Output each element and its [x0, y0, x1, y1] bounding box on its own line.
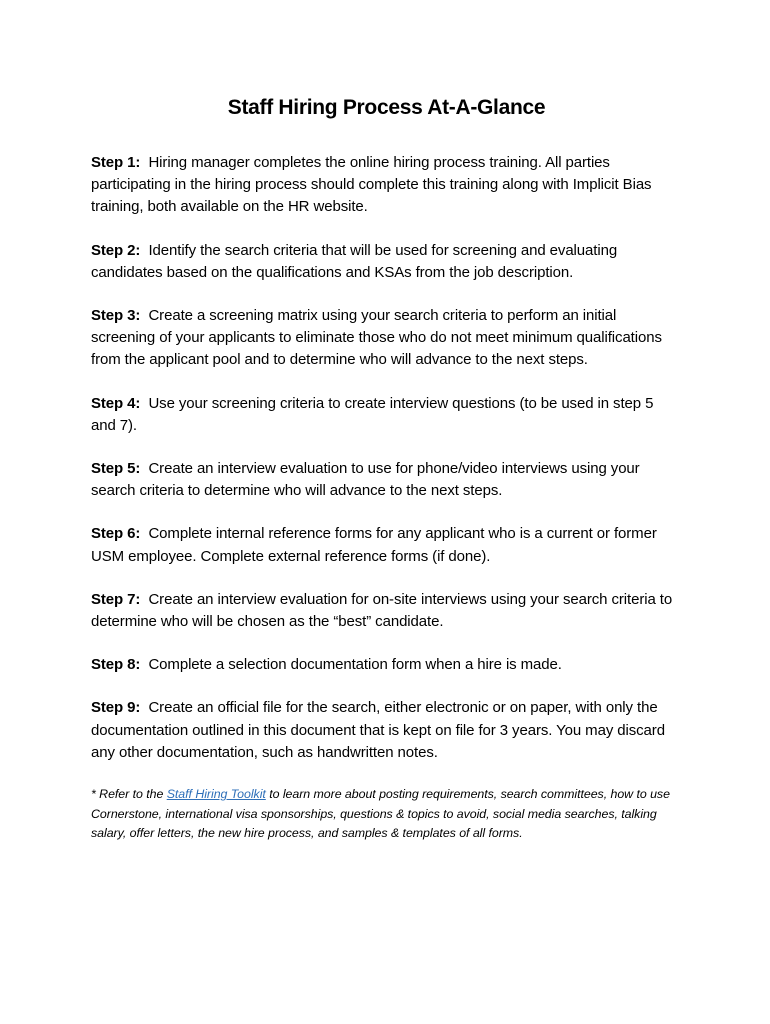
step-text: Create a screening matrix using your search criteria to perform an initial screening of your applicants to eliminate those who do not meet minimum qualifications from the applicant pool and to determine who will advance to the next steps. — [91, 307, 662, 369]
step-label: Step 3: — [91, 307, 141, 325]
step-label: Step 4: — [91, 394, 141, 412]
step-label: Step 7: — [91, 590, 141, 608]
step-label: Step 5: — [91, 460, 141, 478]
step-text: Create an interview evaluation for on-site interviews using your search criteria to determine who will be chosen as the “best” candidate. — [91, 590, 673, 631]
step-4 — [91, 393, 682, 437]
step-8 — [91, 654, 682, 676]
footnote — [91, 785, 682, 844]
page-title: Staff Hiring Process At-A-Glance — [227, 96, 546, 119]
step-text: Complete internal reference forms for any applicant who is a current or former USM employee. Complete external reference forms (if done). — [91, 525, 657, 565]
step-text: Create an interview evaluation to use for phone/video interviews using your search criteria to determine who will advance to the next steps. — [91, 460, 640, 500]
step-label: Step 1: — [91, 154, 141, 171]
step-9 — [91, 697, 682, 764]
step-text: Use your screening criteria to create interview questions (to be used in step 5 and 7). — [91, 394, 654, 434]
staff-hiring-toolkit-link[interactable]: Staff Hiring Toolkit — [166, 787, 266, 802]
step-label: Step 8: — [91, 656, 141, 674]
step-2 — [91, 240, 682, 284]
step-6 — [91, 523, 682, 567]
step-text: Complete a selection documentation form when a hire is made. — [148, 656, 562, 674]
step-1 — [91, 152, 682, 219]
step-label: Step 2: — [91, 241, 141, 259]
step-3 — [91, 305, 682, 372]
step-text: Hiring manager completes the online hiring process training. All parties participating in the hiring process should complete this training along with Implicit Bias training, both available on the HR website. — [91, 154, 652, 216]
step-text: Identify the search criteria that will be used for screening and evaluating candidates based on the qualifications and KSAs from the job description. — [91, 241, 618, 281]
step-label: Step 9: — [91, 699, 141, 717]
step-label: Step 6: — [91, 525, 141, 543]
footnote-prefix: * Refer to the — [91, 787, 167, 802]
step-5 — [91, 458, 682, 502]
step-text: Create an official file for the search, either electronic or on paper, with only the documentation outlined in this document that is kept on file for 3 years. You may discard any other documentation, such as handwritten notes. — [91, 699, 665, 761]
step-7 — [91, 589, 682, 633]
footnote-suffix: to learn more about posting requirements, search committees, how to use Cornerstone, international visa sponsorships, questions & topics to avoid, social media searches, talking salary, offer letters, the new hire process, and samples & templates of all forms. — [91, 787, 670, 841]
